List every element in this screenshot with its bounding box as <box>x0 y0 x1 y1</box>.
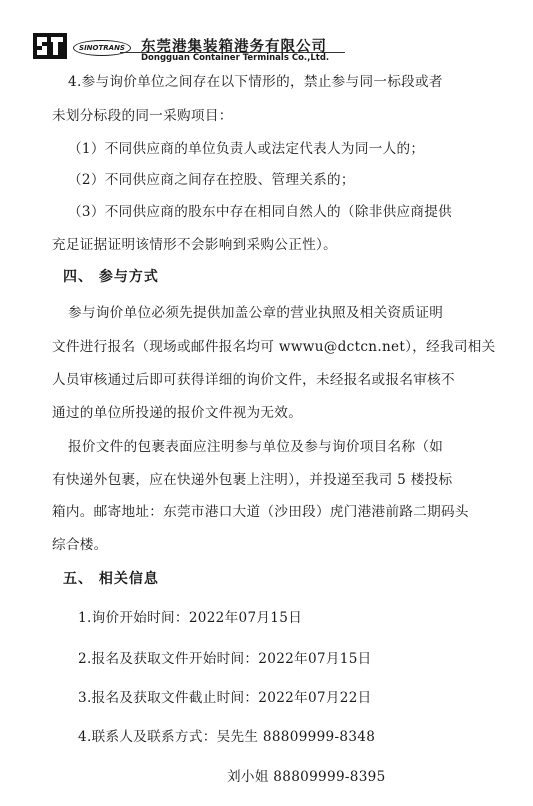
letterhead <box>0 0 533 62</box>
para-line: 箱内。邮寄地址：东莞市港口大道（沙田段）虎门港港前路二期码头 <box>52 504 469 520</box>
para-line: 有快递外包裹，应在快递外包裹上注明），并投递至我司 5 楼投标 <box>52 472 453 488</box>
company-logo-icon <box>33 33 67 59</box>
para-line: 通过的单位所投递的报价文件视为无效。 <box>52 405 303 421</box>
info-item: 1.询价开始时间：2022年07月15日 <box>78 610 303 626</box>
para-line: 4.参与询价单位之间存在以下情形的，禁止参与同一标段或者 <box>68 74 443 90</box>
section-heading: 五、 相关信息 <box>63 571 159 587</box>
list-item: （2）不同供应商之间存在控股、管理关系的； <box>68 172 355 188</box>
list-item: （3）不同供应商的股东中存在相同自然人的（除非供应商提供 <box>68 204 453 220</box>
para-line: 充足证据证明该情形不会影响到采购公正性）。 <box>52 237 337 253</box>
info-item: 4.联系人及联系方式：吴先生 88809999-8348 <box>78 729 376 745</box>
para-line: 报价文件的包裹表面应注明参与单位及参与询价项目名称（如 <box>68 439 444 455</box>
info-item: 2.报名及获取文件开始时间：2022年07月15日 <box>78 651 372 667</box>
para-line: 综合楼。 <box>52 537 108 553</box>
info-item: 刘小姐 88809999-8395 <box>227 769 386 785</box>
para-line: 未划分标段的同一采购项目： <box>52 108 233 124</box>
company-name-cn: 东莞港集装箱港务有限公司 <box>141 39 327 55</box>
info-item: 3.报名及获取文件截止时间：2022年07月22日 <box>78 690 372 706</box>
list-item: （1）不同供应商的单位负责人或法定代表人为同一人的； <box>68 141 425 157</box>
sinotrans-badge: SINOTRANS <box>73 40 131 56</box>
para-line: 文件进行报名（现场或邮件报名均可 wwwu@dctcn.net），经我司相关 <box>52 339 496 355</box>
company-name-en: Dongguan Container Terminals Co.,Ltd. <box>141 53 330 63</box>
section-heading: 四、 参与方式 <box>63 269 159 285</box>
para-line: 人员审核通过后即可获得详细的询价文件，未经报名或报名审核不 <box>52 372 455 388</box>
para-line: 参与询价单位必须先提供加盖公章的营业执照及相关资质证明 <box>68 305 444 321</box>
